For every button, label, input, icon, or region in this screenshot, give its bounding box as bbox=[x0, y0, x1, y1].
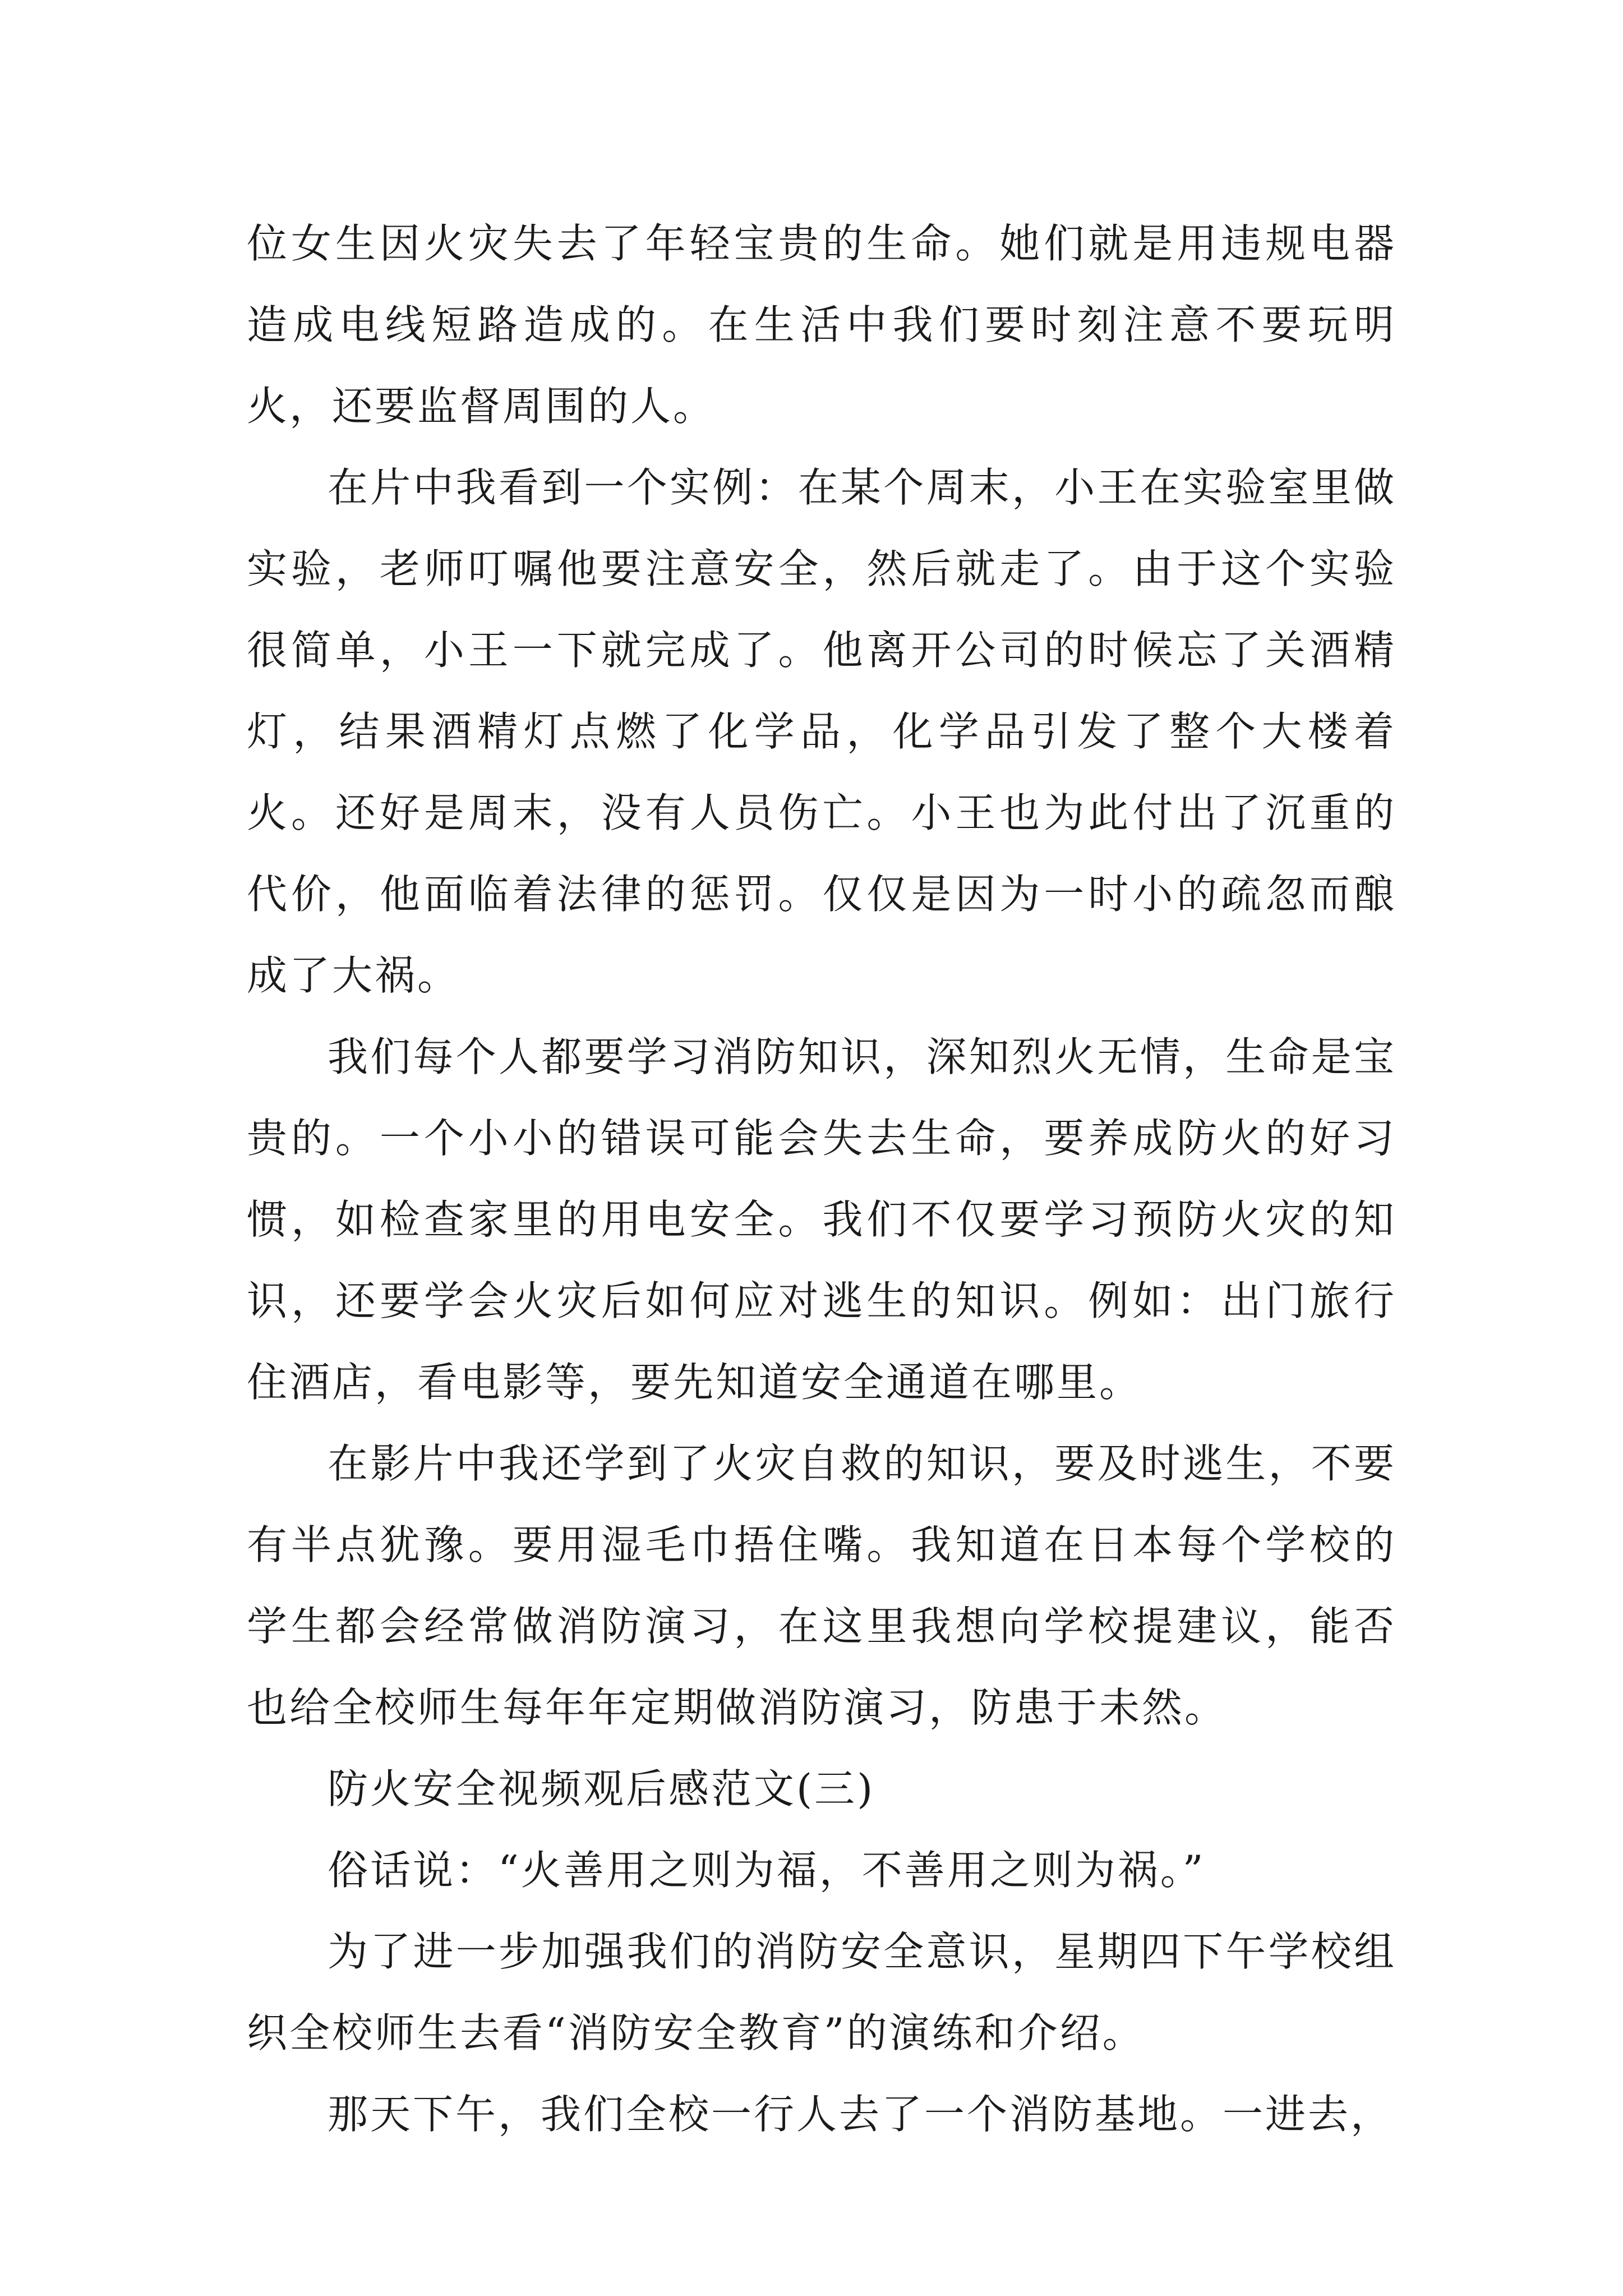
paragraph-7: 那天下午，我们全校一行人去了一个消防基地。一进去， bbox=[328, 2091, 1394, 2138]
paragraph-2: 在片中我看到一个实例：在某个周末，小王在实验室里做实验，老师叮嘱他要注意安全，然后就走了。由于这个实验很简单，小王一下就完成了。他离开公司的时候忘了关酒精灯，结果酒精灯点燃了化学品，化学品引发了整个大楼着火。还好是周末，没有人员伤亡。小王也为此付出了沉重的代价，他面临着法律的惩罚。仅仅是因为一时小的疏忽而酿成了大祸。 bbox=[247, 464, 1396, 999]
paragraph-4: 在影片中我还学到了火灾自救的知识，要及时逃生，不要有半点犹豫。要用湿毛巾捂住嘴。我知道在日本每个学校的学生都会经常做消防演习，在这里我想向学校提建议，能否也给全校师生每年年定期做消防演习，防患于未然。 bbox=[247, 1440, 1396, 1731]
section-heading: 防火安全视频观后感范文(三) bbox=[328, 1765, 875, 1812]
paragraph-1: 位女生因火灾失去了年轻宝贵的生命。她们就是用违规电器造成电线短路造成的。在生活中我们要时刻注意不要玩明火，还要监督周围的人。 bbox=[247, 220, 1396, 430]
document-body bbox=[247, 203, 1396, 2155]
paragraph-3: 我们每个人都要学习消防知识，深知烈火无情，生命是宝贵的。一个小小的错误可能会失去生命，要养成防火的好习惯，如检查家里的用电安全。我们不仅要学习预防火灾的知识，还要学会火灾后如何应对逃生的知识。例如：出门旅行住酒店，看电影等，要先知道安全通道在哪里。 bbox=[247, 1033, 1396, 1406]
paragraph-6: 为了进一步加强我们的消防安全意识，星期四下午学校组织全校师生去看“消防安全教育”的演练和介绍。 bbox=[247, 1928, 1396, 2056]
paragraph-5: 俗话说：“火善用之则为福，不善用之则为祸。” bbox=[328, 1847, 1206, 1894]
